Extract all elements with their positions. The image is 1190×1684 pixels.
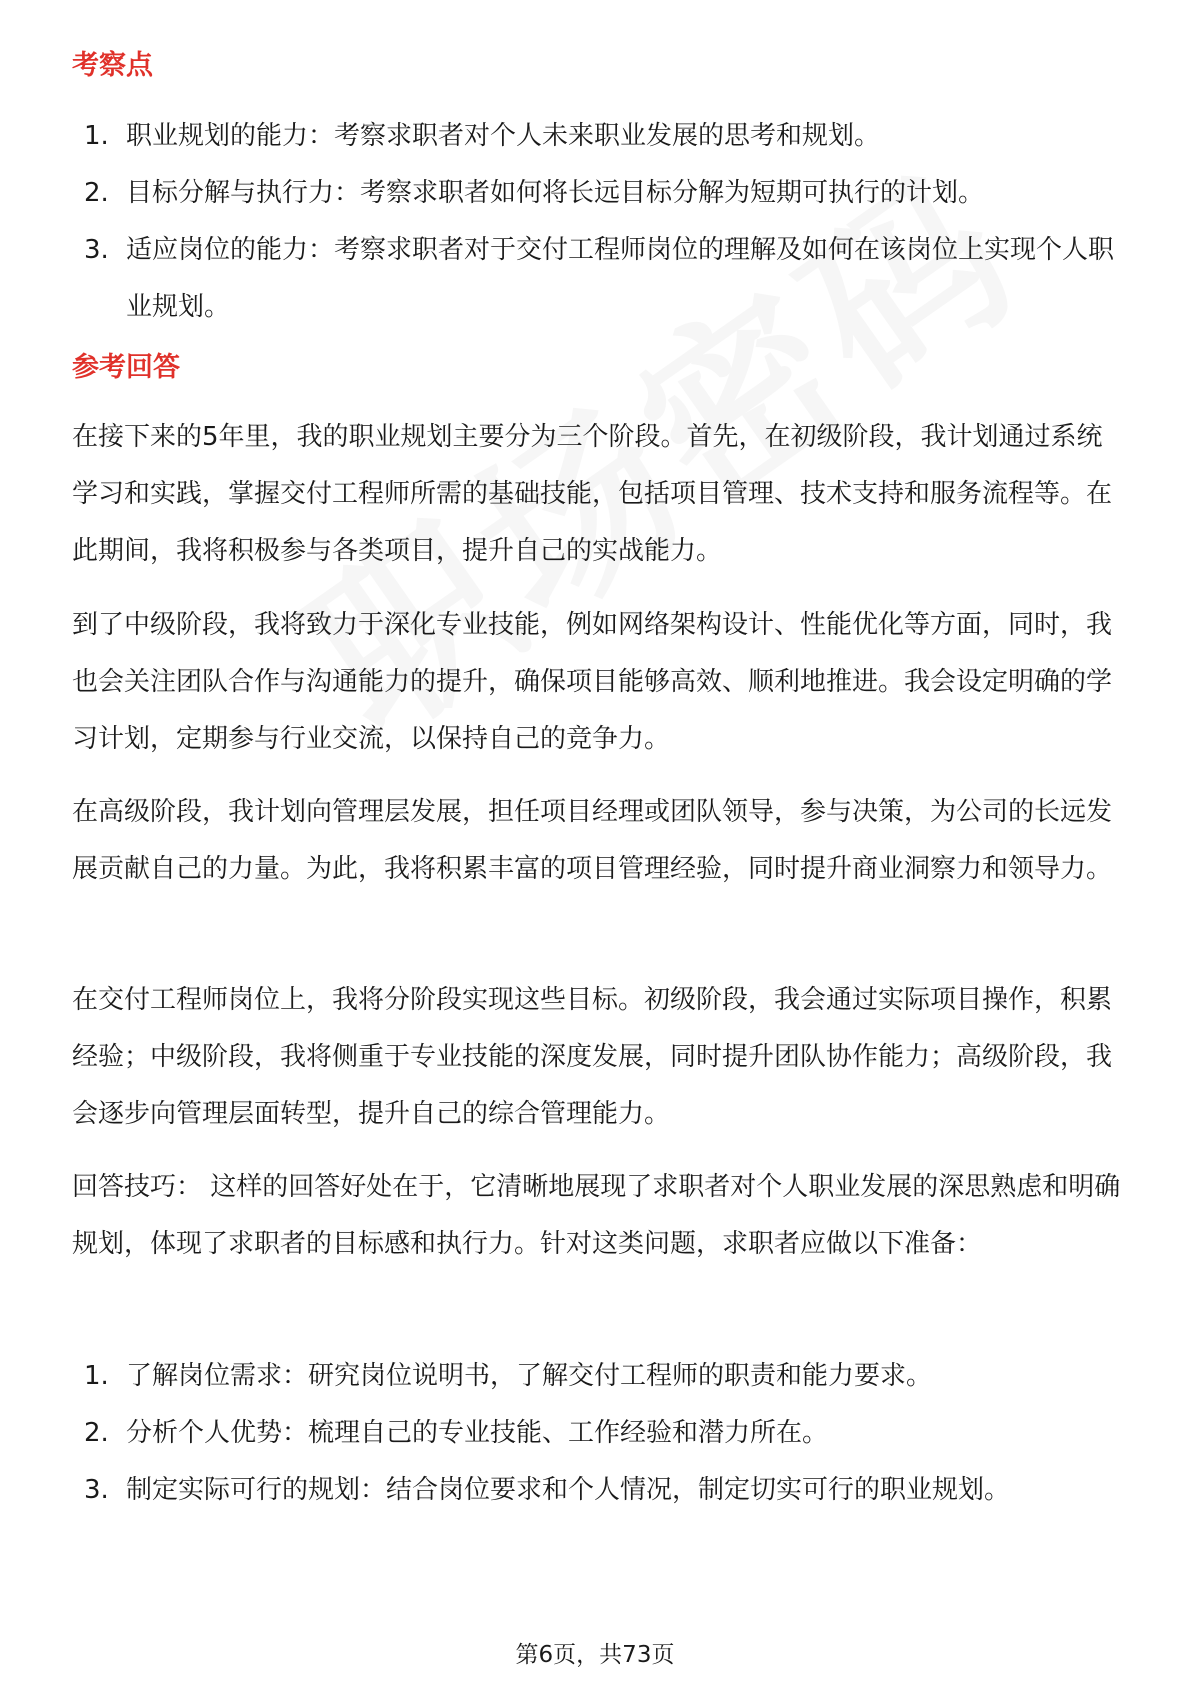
list-text: 分析个人优势：梳理自己的专业技能、工作经验和潜力所在。 bbox=[126, 1418, 829, 1448]
list-item bbox=[84, 1462, 1134, 1519]
list-text: 职业规划的能力：考察求职者对个人未来职业发展的思考和规划。 bbox=[126, 121, 881, 151]
list-number: 3. bbox=[84, 235, 109, 265]
answer-paragraph: 在高级阶段，我计划向管理层发展，担任项目经理或团队领导，参与决策，为公司的长远发展贡献自己的力量。为此，我将积累丰富的项目管理经验，同时提升商业洞察力和领导力。 bbox=[72, 797, 1113, 884]
list-number: 1. bbox=[84, 121, 109, 151]
list-text: 目标分解与执行力：考察求职者如何将长远目标分解为短期可执行的计划。 bbox=[126, 178, 985, 208]
page-number: 第6页，共73页 bbox=[515, 1642, 675, 1668]
list-number: 2. bbox=[84, 1418, 109, 1448]
list-number: 1. bbox=[84, 1361, 109, 1391]
answer-paragraph: 在交付工程师岗位上，我将分阶段实现这些目标。初级阶段，我会通过实际项目操作，积累经验；中级阶段，我将侧重于专业技能的深度发展，同时提升团队协作能力；高级阶段，我会逐步向管理层面转型，提升自己的综合管理能力。 bbox=[72, 985, 1113, 1129]
list-item bbox=[84, 222, 1134, 336]
answer-paragraph: 在接下来的5年里，我的职业规划主要分为三个阶段。首先，在初级阶段，我计划通过系统学习和实践，掌握交付工程师所需的基础技能，包括项目管理、技术支持和服务流程等。在此期间，我将积极参与各类项目，提升自己的实战能力。 bbox=[72, 422, 1113, 566]
list-text: 了解岗位需求：研究岗位说明书，了解交付工程师的职责和能力要求。 bbox=[126, 1361, 933, 1391]
answer-tips-paragraph: 回答技巧： 这样的回答好处在于，它清晰地展现了求职者对个人职业发展的深思熟虑和明确规划，体现了求职者的目标感和执行力。针对这类问题，求职者应做以下准备： bbox=[72, 1172, 1121, 1259]
list-item bbox=[84, 165, 1134, 222]
list-text: 制定实际可行的规划：结合岗位要求和个人情况，制定切实可行的职业规划。 bbox=[126, 1475, 1011, 1505]
list-text: 适应岗位的能力：考察求职者对于交付工程师岗位的理解及如何在该岗位上实现个人职业规划。 bbox=[126, 235, 1115, 322]
list-item bbox=[84, 108, 1134, 165]
section-heading-exam-points: 考察点 bbox=[72, 50, 153, 81]
list-number: 2. bbox=[84, 178, 109, 208]
list-number: 3. bbox=[84, 1475, 109, 1505]
section-heading-reference-answer: 参考回答 bbox=[72, 352, 180, 383]
list-item bbox=[84, 1405, 1134, 1462]
list-item bbox=[84, 1348, 1134, 1405]
exam-points-list bbox=[84, 108, 1134, 336]
answer-paragraph: 到了中级阶段，我将致力于深化专业技能，例如网络架构设计、性能优化等方面，同时，我也会关注团队合作与沟通能力的提升，确保项目能够高效、顺利地推进。我会设定明确的学习计划，定期参与行业交流，以保持自己的竞争力。 bbox=[72, 610, 1113, 754]
tips-list bbox=[84, 1348, 1134, 1519]
